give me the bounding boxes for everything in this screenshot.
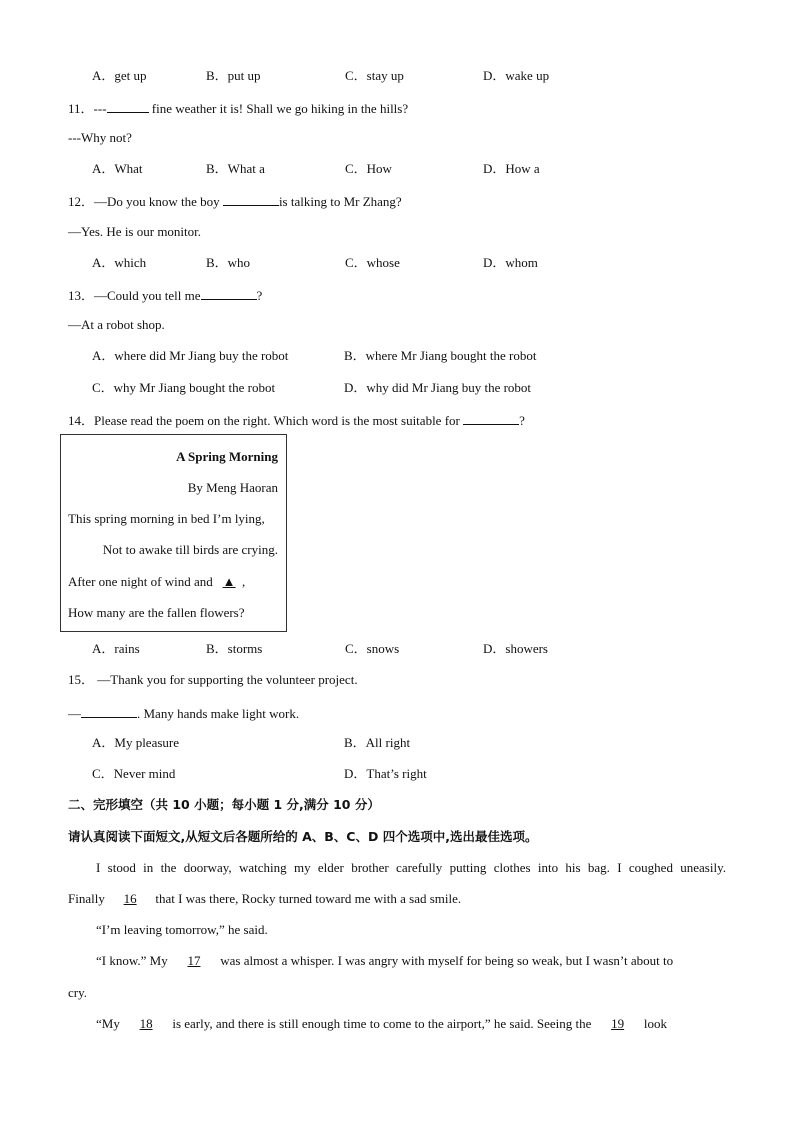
blank-17: 17 — [187, 953, 201, 968]
passage-p4-line1 — [96, 1016, 667, 1032]
q14-number: 14． — [68, 413, 95, 428]
q13-option-d: D．why did Mr Jiang buy the robot — [344, 380, 532, 395]
q15-number: 15． — [68, 672, 95, 687]
q11-reply: ---Why not? — [68, 130, 132, 145]
q14-text-after: ? — [519, 413, 525, 428]
passage-p4-mid: is early, and there is still enough time to come to the airport,” he said. Seeing the — [169, 1016, 595, 1031]
passage-p1-line2-start: Finally — [68, 891, 109, 906]
q12-text-before: —Do you know the boy — [94, 194, 223, 209]
q15-reply — [68, 704, 299, 722]
blank-16: 16 — [123, 891, 137, 906]
q14-option-a: A．rains — [92, 641, 140, 656]
poem-blank-triangle: ▲ — [222, 574, 236, 589]
q12-number: 12． — [68, 194, 95, 209]
q11-option-c: C．How — [345, 161, 392, 176]
passage-p1-line2 — [68, 891, 461, 907]
q11-option-a: A．What — [92, 161, 143, 176]
poem-box — [60, 434, 287, 632]
q15-blank — [81, 704, 137, 718]
blank-18: 18 — [139, 1016, 153, 1031]
q10-option-d: D．wake up — [483, 68, 550, 83]
q12-blank — [223, 192, 279, 206]
poem-author: By Meng Haoran — [187, 480, 278, 495]
q12-question — [68, 192, 402, 210]
blank-19: 19 — [611, 1016, 625, 1031]
q15-option-d: D．That’s right — [344, 766, 427, 781]
passage-p3-end: was almost a whisper. I was angry with myself for being so weak, but I wasn’t about to — [216, 953, 674, 968]
q11-question — [68, 99, 408, 117]
passage-p4-end: look — [640, 1016, 667, 1031]
q12-option-c: C．whose — [345, 255, 400, 270]
q13-blank — [201, 286, 257, 300]
q12-reply: —Yes. He is our monitor. — [68, 224, 202, 239]
q12-option-b: B．who — [206, 255, 251, 270]
q15-reply-prefix: — — [68, 706, 81, 721]
q14-option-d: D．showers — [483, 641, 548, 656]
q14-option-b: B．storms — [206, 641, 263, 656]
q10-option-c: C．stay up — [345, 68, 404, 83]
q11-option-b: B．What a — [206, 161, 265, 176]
q13-option-b: B．where Mr Jiang bought the robot — [344, 348, 537, 363]
q12-option-a: A．which — [92, 255, 147, 270]
q15-option-b: B．All right — [344, 735, 411, 750]
q15-option-a: A．My pleasure — [92, 735, 180, 750]
q15-option-c: C．Never mind — [92, 766, 176, 781]
q12-option-d: D．whom — [483, 255, 538, 270]
passage-p3-line1 — [96, 953, 673, 969]
passage-p3-line2: cry. — [68, 985, 88, 1000]
q13-option-c: C．why Mr Jiang bought the robot — [92, 380, 276, 395]
passage-p1-line2-end: that I was there, Rocky turned toward me with a sad smile. — [152, 891, 462, 906]
passage-p4-start: “My — [96, 1016, 124, 1031]
q15-text: —Thank you for supporting the volunteer project. — [94, 672, 358, 687]
q10-option-b: B．put up — [206, 68, 261, 83]
section-2-heading: 二、完形填空（共 10 小题；每小题 1 分,满分 10 分） — [68, 797, 380, 812]
poem-line-2: Not to awake till birds are crying. — [102, 542, 278, 557]
poem-title: A Spring Morning — [176, 449, 278, 464]
q14-blank — [463, 411, 519, 425]
q15-reply-text: . Many hands make light work. — [137, 706, 300, 721]
poem-line-3-text: After one night of wind and — [68, 574, 217, 589]
q15-question — [68, 672, 358, 688]
passage-p2: “I’m leaving tomorrow,” he said. — [96, 922, 268, 937]
q10-option-a: A．get up — [92, 68, 147, 83]
q11-option-d: D．How a — [483, 161, 540, 176]
q13-number: 13． — [68, 288, 95, 303]
poem-line-1: This spring morning in bed I’m lying, — [68, 511, 265, 526]
q14-text: Please read the poem on the right. Which word is the most suitable for — [94, 413, 464, 428]
q14-option-c: C．snows — [345, 641, 400, 656]
poem-line-3 — [68, 574, 245, 590]
q13-text-after: ? — [256, 288, 263, 303]
q13-reply: —At a robot shop. — [68, 317, 165, 332]
q11-number: 11． — [68, 101, 94, 116]
poem-line-3-end: , — [242, 574, 246, 589]
q14-question — [68, 411, 525, 429]
q11-prefix: --- — [93, 101, 107, 116]
q11-text: fine weather it is! Shall we go hiking in the hills? — [148, 101, 409, 116]
q13-question — [68, 286, 262, 304]
q12-text-after: is talking to Mr Zhang? — [278, 194, 402, 209]
q11-blank — [107, 99, 149, 113]
q13-option-a: A．where did Mr Jiang buy the robot — [92, 348, 289, 363]
passage-p3-start: “I know.” My — [96, 953, 171, 968]
passage-p1-line1: I stood in the doorway, watching my elder brother carefully putting clothes into his bag. I coughed uneasily. — [96, 860, 726, 875]
q13-text-before: —Could you tell me — [94, 288, 201, 303]
poem-line-4: How many are the fallen flowers? — [68, 605, 245, 620]
section-2-instruction: 请认真阅读下面短文,从短文后各题所给的 A、B、C、D 四个选项中,选出最佳选项。 — [68, 829, 538, 844]
